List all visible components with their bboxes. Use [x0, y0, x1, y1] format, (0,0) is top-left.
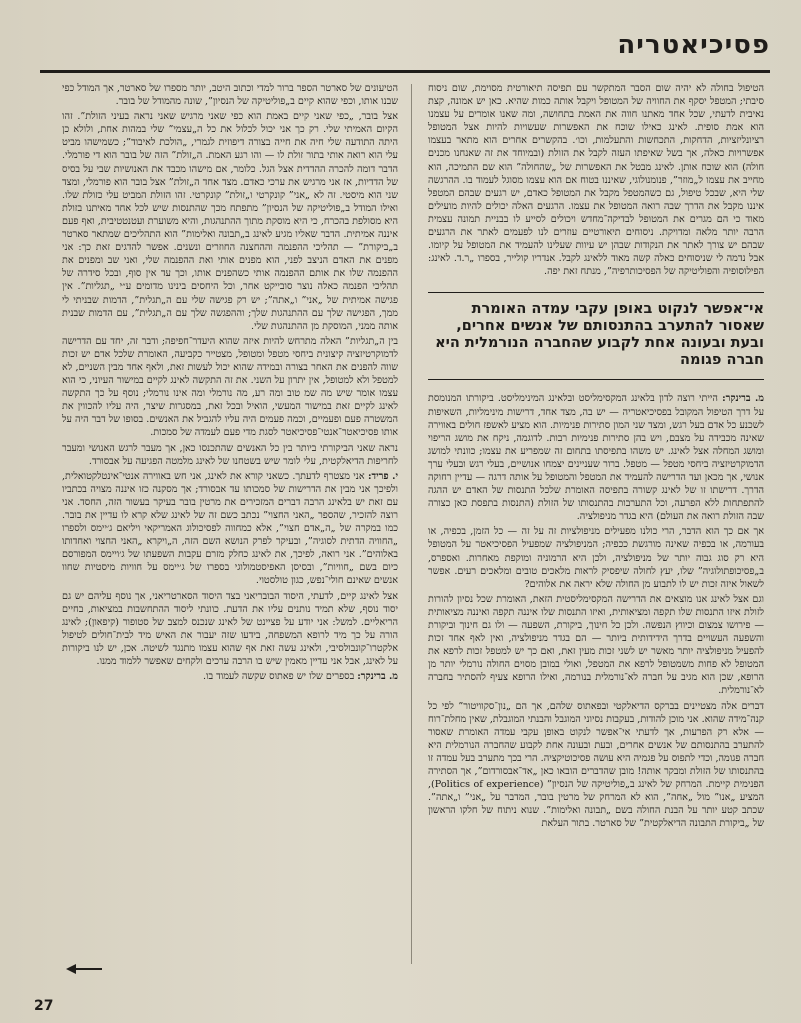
article-paragraph: הטיפול בחולה לא יהיה שום הסבר המתקשר עם תפיסה תיאורטית מסוימת, שום ניסוח סיבתי; המטפל יסקף את החוויה של המטופל ויקבל אותה כמות שהיא. כאן יש אמונה, קצת נאיבית לדעתי, שכל אחד מאתנו חווה את האמת בתחושה, ומה שאנו אומרים על עצמנו הוא אמת סופית. לאינג כאילו שוכח את האפשרות שעשויות להיות אצל המטופל רציונליזציות, הדחקות, התכחשות והתעלמות, וכו׳. בהקשרים אחרים הוא מתאר בעצמו אפשרויות כאלה, אך בשל שאיפתו העזה לקבל את הזולת (ובמיוחד את זה שאנחנו מכנים חולה) הוא שוכח אותן. לאינג מבטל את האפשרות של „שהחולה” הוא שם התמיכה, הוא מחייב את עצמו ל„מוזר”, פנומנולוגי, שאיננו בטוח אם הוא עצמו מסוגל לעמוד בו. ההרגשה שלי היא, שבכל טיפול, גם כשהמטפל מקבל את המטופל כאדם, יש רגעים שבהם המטפל איננו מקבל את הדרך שבה רואה המטופל את עצמו. הרגעים האלה יכולים להיות מועילים מאוד כי הם מגרים את המטופל לבדיקה־מחדש ויכולים לסייע לו בבניית תמונה עצמית הרבה יותר מלאה ומדויקת. ניסוחים תיאורטיים עוזרים לנו לפעמים לאתר את הרגעים שבהם יש צורך לאתר את הנקודות שבהן יש עיוות שעלינו להעמיד את המטופל על קיומו. אבל נדמה לי שניסוחים כאלה קשה מאוד ללאינג לקבל. אנדריו קולייר, בספרו „ר.ד. לאינג: הפילוסופיה והפוליטיקה של הפסיכותרפיה”, מנתח זאת יפה.: [428, 83, 764, 278]
article-paragraph: [62, 670, 398, 683]
paragraph-text: אצל בובר, „כפי שאני קיים באמת הוא כפי שאני מרגיש שאני נראה בעיני הזולת”. זהו הקיום האמיתי שלי. רק כך אני יכול לכלול את כל ה„עצמי” שלי במהות אחת, ולולא כן היתה התודעה שלי חיה את חייה בצורה דיפוזית לגמרי, „הולכת לאיבוד”; כשמישהו מביט עלי הוא רואה אותי בתור זולת לו — והו רגע האמת. ה„זולת” הזה של בובר הוא די פורמלי. הדבר דומה להכרה ההדדית אצל הגל. כלומר, אם מישהו מכבד את האנושיות שבי על בסיס של הדדיות, אז אני מרגיש את ערכי כאדם. מצד אחד ה„זולת” אצל בובר הוא פורמלי, ומצד שני הוא מיסטי. זה לא „אני” קונקרטי ו„זולת” קונקרטי. זהו הזולת המביט עלי כזולת שלו. ואילו המודל ב„פוליטיקה של הנסיון” מתפתח מכך שהתנסות שיש לכל אחד מאיתנו בזולת היא מסולפת בהכרח, כי היא מוסקת מתוך ההתנהגות, והיא משוערת ועטנטטיבית, ואף פעם איננה אמיתית. הדבר שאליו מגיע לאינג ב„תבונה ואלימות” הוא התהליכים שמתאר סארטר ב„ביקורת” — תהליכי ההפנמה וההחצנה החוזרים ונשנים. אפשר להדגים זאת כך: אני מפנים את האדם הניצב לפני, הוא מפנים אותי ואת ההפנמה שלי, ואני שב ומפנים את ההפנמה שלו את אותם ההפנמה אותי כשהפנים אותו, וכך עד אין סוף, ובכל סידרה של תהליכי הפנמה כאלה נוצר סובייקט אחר, וכל היחסים בינינו מדומים ע״י „תגליות”. אין פגישה אמיתית של „אני” ו„אתה”; יש רק פגישה שלי עם ה„תגלית”, הדמות שבניתי לי ממך, הפגישה שלך עם ההתנהגות שלך; וההפגשה שלך עם ה„תגלית”, עם הדמות שבנית אותה ממני, המוסקת מן ההתנהגות שלי.: [62, 111, 398, 332]
article-paragraph: [62, 470, 398, 588]
section-title: פסיכיאטריה: [617, 30, 770, 60]
paragraph-text: הייתי רוצה לדון בלאינג המקסימליסט ובלאינג המינימליסט. ביקורתו המנומסת על דרך הטיפול המקובל בפסיכיאטריה — יש בה, מצד אחד, דרישות מינימליות, השאיפות לשכנע כל אדם בעל רגש, ומצד שני המון סתירות פנימיות. הוא מציע לאשפז חולים באווירה שאינה מכבידה על מצבם, ויש בהן סתירות פנימיות רבות. לדוגמה, ניקח את מושג הריפוי ומושג המחלה אצל לאינג. יש משהו בתפיסתו בתחום זה שמפריע את עצמו; כוונתי למושג הדמוקרטיזציה ביחסי מטפל — מטפל. ברור שעניינים יצמחו אנושיים, בעלי רגש ובעלי ערך אנושי, אך מכאן ועד הדרישה להעמיד את המטפל והמטופל על אותה דרגה — עדיין רחוקה הדרך. דרישתו זו של לאינג קשורה בתפיסה האומרת שלכל התנסות של האדם יש ההגה להתפתחות ללא הפרעה, וכל התערבות בהתנסותו של הזולת (התנסות בתפסת כאן כצורה שבה הזולת רואה את העולם) היא בגדר מניפולציה.: [428, 393, 764, 523]
paragraph-text: וגם אצל לאינג אנו מוצאים את הדרישה המקסימליסטית הזאת, האומרת שכל נסיון להורות לזולת איזו התנסות שלו תקפה ומציאותית, ואיזו התנסות שלו איננה תקפה ואיננה מציאותית — פירושו צמצום וכיווץ הנפשה. ולכן כל חינוך, ביקורת, השפעה — ולו גם חינוך וביקורת והשפעה העשויים בדרך הידידותית ביותר — הם בגדר מניפולציה, ואין לאף אחד זכות להפעיל מניפולציה יותר מאשר יש לשני זכות מעין זאת, ואם כך יש למטפל זכות לרפא את המטופל לא פחות משמטופל לרפא את המטפל, ואולי במובן מסוים החולה נורמלי יותר מן הרופא, שכן הוא מגיב על חברה לא־נורמלית בנורמה, ואילו הרופא צעיף להסתיר בחברה לא־נורמלית.: [428, 593, 764, 697]
article-paragraph: [62, 82, 398, 108]
section-header: [40, 28, 770, 73]
article-paragraph: [428, 392, 764, 523]
article-paragraph: [62, 442, 398, 468]
speaker-name: מ. ברינקר:: [357, 671, 398, 683]
paragraph-text: נראה שאני הביקורתי ביותר בין כל האנשים שהתכנסו כאן, אך מעבר לרגש האנושי ומעבר לחריפות הדיאלקטית, עלי לומר שיש בשטחנו של לאינג מלמטה הפגיעה על אבסורד.: [62, 442, 398, 467]
article-paragraph: [428, 525, 764, 590]
paragraph-text: בין ה„תגליות” האלה מתרחש להיות איזה שהוא היעדר־חפיפה; ודבר זה, יחד עם הדרישה לדמוקרטיזציה קיצונית ביחסי מטפל ומטופל, מצטייר כקביעה, האומרת שלכל אדם יש זכות שווה להפנים את האחר בצורה ובמידה שהוא יכול לעשות זאת, ולאף אחד מבין השניים, לא למטפל ולא למטופל, אין יתרון על השני. את זה התקשה לאינג לקיים במישור העיוני, כי הוא עצמו אומר שיש מה שמ טוב ומה רע, מה נורמלי ומה אינו נורמלי; נוסף על כך התקשה לאינג לקיים זאת במישור המעשי, הואיל ובכל זאת, במסגרות שיצר, היה עליו להכווין את המשטרה פעם ופעמיים, וכמה פעמים היה עליו להגביל את האנשים. בסופו של דבר היה על אותו פסיכיאטר־אנטי־פסיכיאטר לסגת מדי פעם לעמדה של סמכות.: [62, 335, 398, 439]
speaker-name: מ. ברינקר:: [722, 393, 764, 405]
article-paragraph: [62, 590, 398, 669]
paragraph-text: אצל לאינג קיים, לדעתי, היסוד הבובריאני בצד היסוד הסארטריאני, אך נוסף עליהם יש גם יסוד נוסף, שלא תמיד נותנים עליו את הדעת. כוונתי ליסוד ההתחשבות במציאות, בחיים הריאליים. למשל: אני יודע על פציינט של לאינג שנכנס למצב של סטופור (קיפאון); לאינג הורה על כך מיד לרופא המשפחה, בידעו שזה יעבור את האיש מיד לבית־חולים לטיפול אלקטרו־קונבולסיבי, ולאינג עשה זאת אף שהוא עצמו מתנגד לשיטה. אכן, יש לנו ביקורות על לאינג, אבל אני עדיין מאמין שיש בו הרבה ערכים ולקחים שאפשר ללמוד ממנו.: [62, 590, 398, 668]
column-divider: [411, 84, 412, 964]
pull-quote: אי־אפשר לנקוט באופן עקבי עמדה האומרת שאסור להתערב בהתנסותם של אנשים אחרים, ובעת ובעונה אחת לקבוע שהחברה הנורמלית היא חברה פגומה: [428, 292, 764, 380]
article-paragraph: [428, 593, 764, 698]
paragraph-text: אך אם כך הוא הדבר, הרי כולנו מפעילים מניפולציות זה על זה — כל הזמן, בכפיה, או בעורמה, או בכפיה שאינה מורגשת ככפיה; המניפולציה שמפעיל הפסיכיאטר על המטופל היא רק סוג גבוה יותר של מניפולציה, ולכן היא הרמוניה ומוקפת מאחרות. ואספרס, ב„פסיכופתולוגיה” שלו, יעץ לחולה שיפסיק לראות מלאכים טובים ומלאכים רעים. אפשר לשאול איזה זכות יש לו לתבוע מן החולה שלא יראה את אלוהים?: [428, 526, 764, 590]
continue-arrow-icon: [64, 962, 104, 976]
page-number: 27: [34, 998, 54, 1014]
paragraph-text: בספרים שלו יש פאתוס שקשה לעמוד בו.: [202, 671, 355, 683]
article-paragraph: [62, 110, 398, 333]
left-column: [62, 82, 398, 962]
paragraph-text: אני מצטרף לדעתך. כשאני קורא את לאינג, אני חש באווירה אנטי־אינטלקטואלית, ולפיכך אני מבין את הדרישות של סמכותו עד אבסורד; אך מסקנה כזו איננה מצויה בכתביו עם זאת יש בלאינג הרבה דברים המזכירים את מרטין בובר בעיקר בעשור הזה, החסד. אני רוצה להזכיר, שהספר „האני החצוי” נכתב כשם זה של לאינג שלא קרא לו עדיין את בובר. כמו במקרה של „ה„אדם חצוי”, אלא כמחווה לפסיכולוג האמריקאי ויליאם ג׳יימס ולספרו „החוויה הדתית לסוגיה”, ובעיקר לפרק הנושא השם הזה, ה„ויקרא „האני החצוי ואחדותו באלוהים”. אני רואה, לפיכך, את לאינג כחלק מזרם עקבות השפעתו של ג׳ויימס המפורסם כיום בשם „חוויות”, ובסיסן האפיסטמולוגי בספרו של ג׳יימס על חוויות מיסטיות שחוו אנשים שאינם חולי־נפש, כגון טולסטוי.: [62, 470, 398, 587]
article-paragraph: [62, 335, 398, 440]
paragraph-text: דברים אלה מצטיינים בברקס הדיאלקטי ובפאתוס שלהם, אך הם „נון־סקוויטור” לפי כל קנה־מידה שהוא. אני מוכן להודות, בעקבות נסיוני המוגבל והבנתי המוגבלת, שאין מחלת־רוח — אלא רק הפרעות, אך לדעתי אי־אפשר לנקוט באופן עקבי עמדה האומרת שאסור להתערב בהתנסותם של אנשים אחרים, ובעת ובעונה אחת לקבוע שהחברה הנורמלית היא חברה פגומה, וכדי לתפוס על פגמיה היא עושה פסיכוטיקציה. הרי בכך מתערב בעל עמדה זו בהתנסותו של הזולת ומבקר אותה! מובן שהדברים הובאו כאן „אד־אבסורדום”, אך הסתירה הפנימית קיימת. המרחק של לאינג ב„פוליטיקה של הנסיון” (Politics of experience), המציע „אנו” מול „אחה”, הוא לא המרחק של מרטין בובר, המדבר על „אני” ו„אתה”. שכתב קטע יותר על הבנת החולה בשם „תבונה ואלימות”. שנוא ניתוח של חלקו הראשון של „ביקורת התבונה הדיאלקטית” של סארטר. בתור העלאת: [428, 700, 765, 830]
speaker-name: י. פריד:: [367, 470, 398, 482]
right-column: [428, 82, 764, 962]
article-paragraph: [428, 700, 764, 831]
paragraph-text: הטיעונים של סארטר הספר ברור למדי וכתוב היטב, יותר מספרו של סארטר, אך המודל כפי שבנו אותו, וכפי שהוא קיים ב„פוליטיקה של הנסיון”, שונה מהמודל של בובר.: [62, 83, 398, 108]
